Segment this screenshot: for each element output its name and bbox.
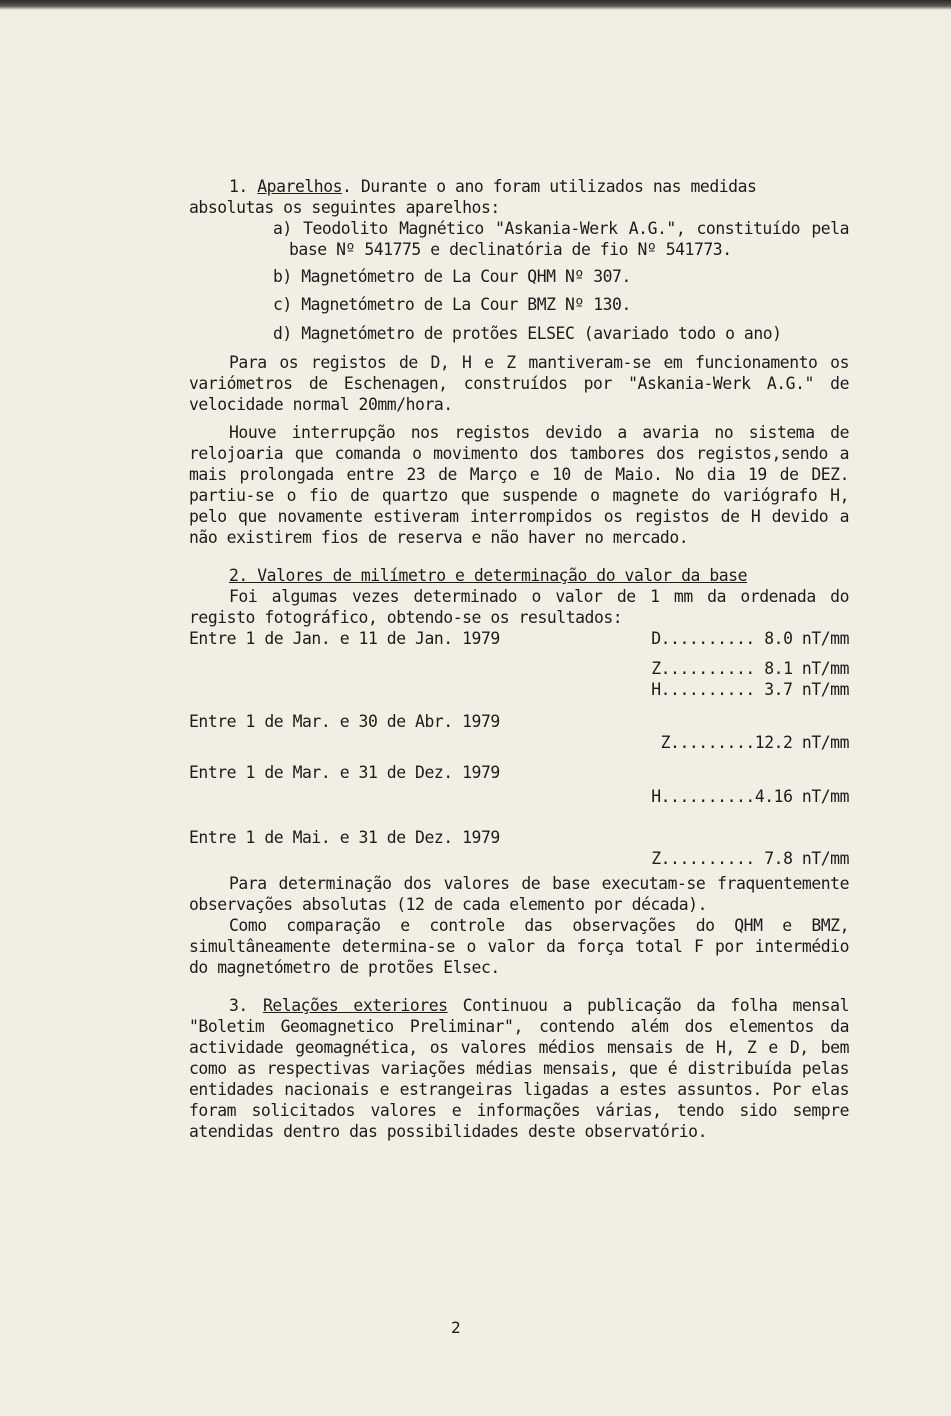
section-3-title: Relações exteriores <box>262 996 448 1015</box>
section-2-paragraph: Para determinação dos valores de base executam-se fraquentemente observações absolutas (12 de cada elemento por década). <box>189 874 849 914</box>
scan-edge <box>0 0 951 10</box>
period-label: Entre 1 de Jan. e 11 de Jan. 1979 <box>189 629 500 648</box>
period-row <box>189 711 849 732</box>
period-value: H.......... 3.7 nT/mm <box>651 680 849 699</box>
period-value: H..........4.16 nT/mm <box>651 787 849 806</box>
section-1-heading <box>189 176 849 197</box>
period-row <box>189 762 849 783</box>
section-3-number: 3. <box>229 996 248 1015</box>
period-value: Z.........12.2 nT/mm <box>660 733 849 752</box>
section-1-intro: . Durante o ano foram utilizados nas medidas <box>342 177 757 196</box>
instrument-item: b) Magnetómetro de La Cour QHM Nº 307. <box>273 267 631 286</box>
period-value: Z.......... 7.8 nT/mm <box>651 849 849 868</box>
period-label: Entre 1 de Mar. e 31 de Dez. 1979 <box>189 763 500 782</box>
period-row <box>189 628 849 649</box>
document-body <box>189 176 849 1142</box>
section-1-paragraph: Para os registos de D, H e Z mantiveram-se em funcionamento os variómetros de Eschenagen, construídos por "Askania-Werk A.G." de velocidade normal 20mm/hora. <box>189 353 849 414</box>
section-1-intro-cont: absolutas os seguintes aparelhos: <box>189 198 500 217</box>
period-label: Entre 1 de Mar. e 30 de Abr. 1979 <box>189 712 500 731</box>
period-value: Z.......... 8.1 nT/mm <box>651 659 849 678</box>
period-row <box>189 827 849 848</box>
instrument-item: d) Magnetómetro de protões ELSEC (avariado todo o ano) <box>273 324 782 343</box>
instrument-item: a) Teodolito Magnético "Askania-Werk A.G.", constituído pela base Nº 541775 e declinatória de fio Nº 541773. <box>273 219 849 259</box>
section-1-number: 1. <box>229 177 248 196</box>
period-value: D.......... 8.0 nT/mm <box>651 629 849 648</box>
section-3-paragraph <box>189 995 849 1142</box>
section-2-heading <box>189 565 849 586</box>
instrument-item: c) Magnetómetro de La Cour BMZ Nº 130. <box>273 295 631 314</box>
period-label: Entre 1 de Mai. e 31 de Dez. 1979 <box>189 828 500 847</box>
section-1-paragraph: Houve interrupção nos registos devido a avaria no sistema de relojoaria que comanda o movimento dos tambores dos registos,sendo a mais prolongada entre 23 de Março e 10 de Maio. No dia 19 de DEZ. partiu-se o fio de quartzo que suspende o magnete do variógrafo H, pelo que novamente estiveram interrompidos os registos de H devido a não existirem fios de reserva e não haver no mercado. <box>189 423 849 547</box>
page-number: 2 <box>451 1318 461 1337</box>
section-3-body: Continuou a publicação da folha mensal "Boletim Geomagnetico Preliminar", contendo além dos elementos da actividade geomagnética, os valores médios mensais de H, Z e D, bem como as respectivas variações médias mensais, que é distribuída pelas entidades nacionais e estrangeiras ligadas a estes assuntos. Por elas foram solicitados valores e informações várias, tendo sido sempre atendidas dentro das possibilidades deste observatório. <box>189 996 850 1141</box>
section-2-title: 2. Valores de milímetro e determinação do valor da base <box>229 566 747 585</box>
section-2-paragraph: Como comparação e controle das observações do QHM e BMZ, simultâneamente determina-se o valor da força total F por intermédio do magnetómetro de protões Elsec. <box>189 916 849 977</box>
section-1-title: Aparelhos <box>257 177 343 196</box>
section-2-intro: Foi algumas vezes determinado o valor de 1 mm da ordenada do registo fotográfico, obtendo-se os resultados: <box>189 587 849 627</box>
